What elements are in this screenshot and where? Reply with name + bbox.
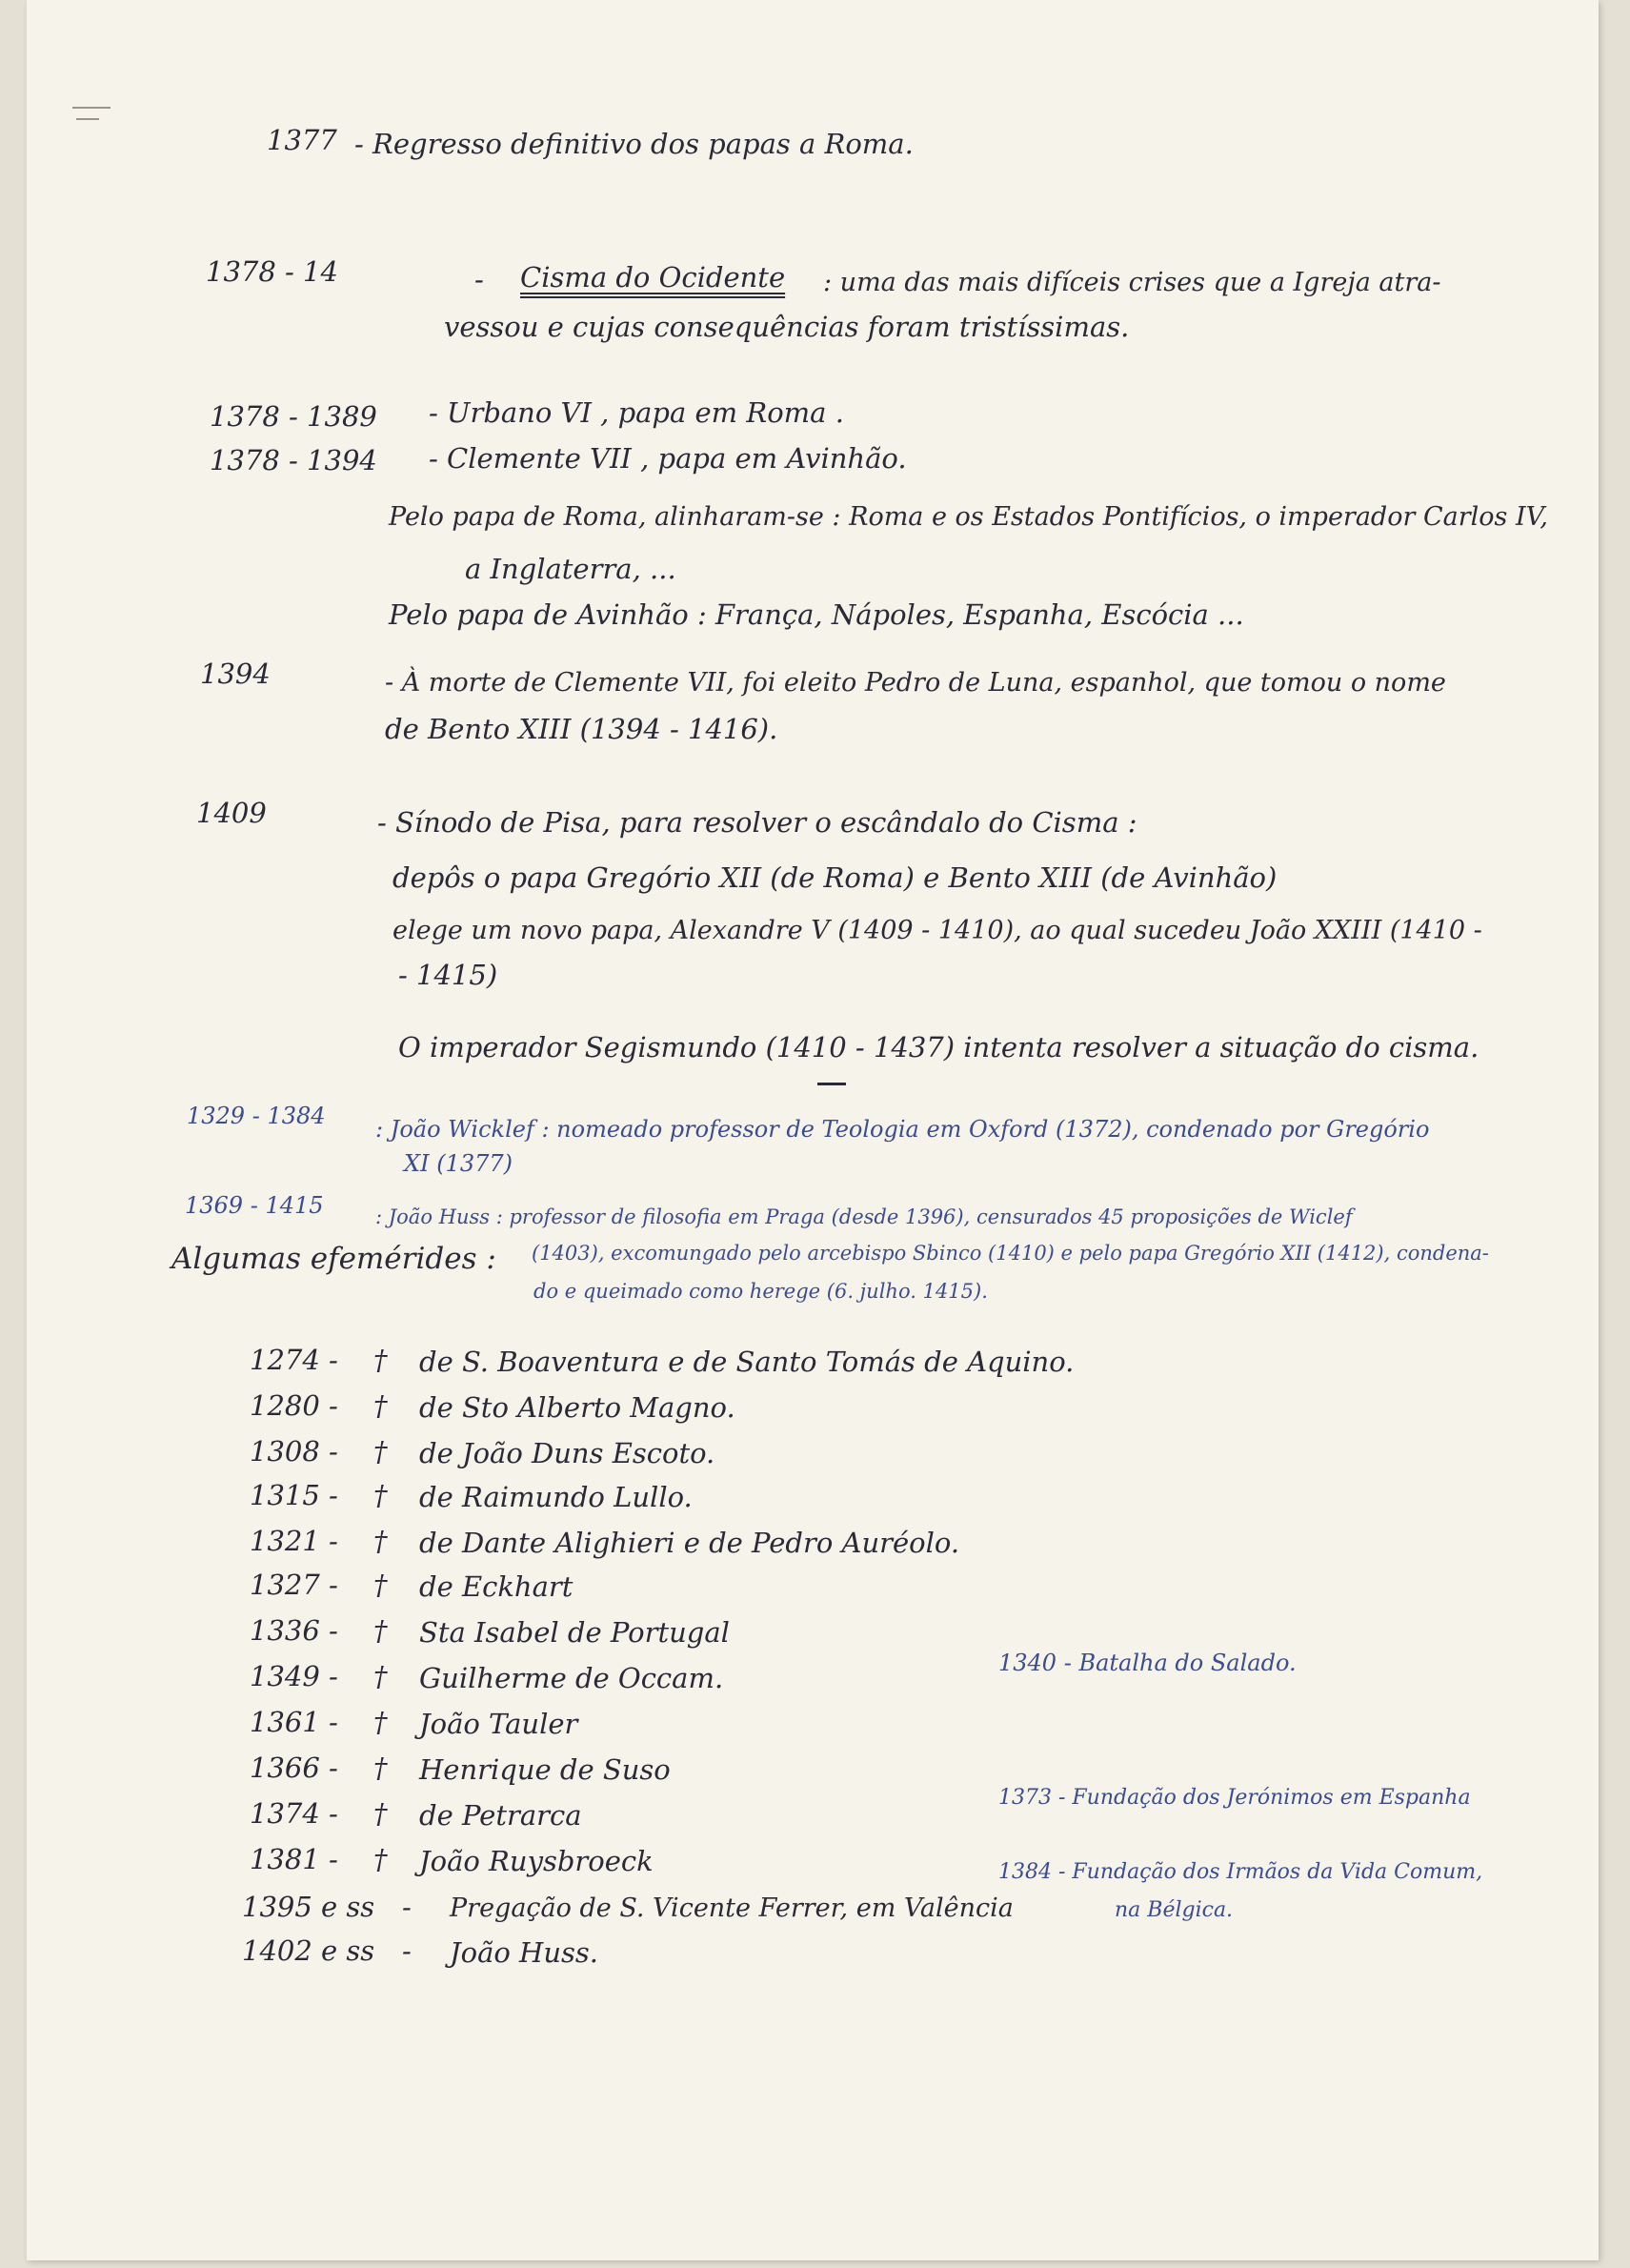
ephemeris-date: 1327 - [250,1569,338,1601]
ephemeris-date: 1366 - [250,1752,338,1784]
ephemeris-date: 1349 - [250,1660,338,1692]
hus-date: 1369 - 1415 [185,1192,324,1219]
hus-line2: (1403), excomungado pelo arcebispo Sbinco (1410) e pelo papa Gregório XII (1412), condena- [532,1242,1489,1265]
ephemeris-text: de João Duns Escoto. [419,1437,715,1469]
schism-line2: vessou e cujas consequências foram tristíssimas. [444,311,1130,343]
ephemeris-cross: - [402,1891,412,1923]
pisa-line2: depôs o papa Gregório XII (de Roma) e Bento XIII (de Avinhão) [392,861,1278,894]
ephemeris-cross: † [373,1706,388,1738]
ephemeris-text: Henrique de Suso [419,1753,671,1786]
urban-date: 1378 - 1389 [210,400,377,433]
ephemeris-text: João Ruysbroeck [419,1845,654,1877]
ephemeris-date: 1361 - [250,1706,338,1738]
clement-text: - Clemente VII , papa em Avinhão. [429,442,907,475]
rome-obedience-line1: Pelo papa de Roma, alinharam-se : Roma e os Estados Pontifícios, o imperador Carlos IV, [389,502,1548,532]
ephemeris-cross: - [402,1934,412,1967]
hus-line3: do e queimado como herege (6. julho. 1415). [533,1280,988,1303]
ephemeris-text: de Eckhart [419,1570,574,1603]
ephemeris-date: 1336 - [250,1614,338,1647]
ephemeris-date: 1315 - [250,1479,338,1511]
pisa-line4: - 1415) [398,959,498,991]
ephemeris-date: 1280 - [250,1389,338,1422]
ephemeris-date: 1374 - [250,1797,338,1830]
ephemeris-text: João Huss. [450,1936,599,1969]
pisa-date: 1409 [196,797,267,829]
schism-date: 1378 - 14 [206,255,338,288]
side-note: 1373 - Fundação dos Jerónimos em Espanha [998,1786,1471,1810]
rome-obedience-line2: a Inglaterra, ... [465,553,676,585]
side-note: 1384 - Fundação dos Irmãos da Vida Comum, [998,1860,1483,1884]
avignon-obedience-line: Pelo papa de Avinhão : França, Nápoles, Espanha, Escócia ... [389,598,1244,631]
benedict-date: 1394 [200,658,271,690]
ephemeris-cross: † [373,1389,388,1422]
ephemerides-heading: Algumas efemérides : [171,1242,496,1276]
wyclif-line1: : João Wicklef : nomeado professor de Teologia em Oxford (1372), condenado por Gregório [375,1116,1430,1143]
ephemeris-date: 1274 - [250,1344,338,1376]
schism-dash: - [474,263,484,295]
ephemeris-text: João Tauler [419,1708,578,1740]
pisa-line5: O imperador Segismundo (1410 - 1437) intenta resolver a situação do cisma. [398,1031,1479,1063]
paper-mark [72,107,111,109]
entry-1377-text: - Regresso definitivo dos papas a Roma. [354,128,914,160]
ephemeris-text: de Dante Alighieri e de Pedro Auréolo. [419,1527,960,1559]
pisa-line3: elege um novo papa, Alexandre V (1409 - 1410), ao qual sucedeu João XXIII (1410 - [392,916,1482,945]
ephemeris-text: Pregação de S. Vicente Ferrer, em Valência [450,1893,1014,1923]
ephemeris-date: 1308 - [250,1435,338,1468]
wyclif-date: 1329 - 1384 [187,1103,326,1129]
ephemeris-cross: † [373,1660,388,1692]
urban-text: - Urbano VI , papa em Roma . [429,396,844,429]
ephemeris-cross: † [373,1525,388,1557]
handwritten-page [27,0,1599,2260]
benedict-line2: de Bento XIII (1394 - 1416). [385,713,778,745]
ephemeris-text: de Raimundo Lullo. [419,1481,693,1513]
paper-mark [76,118,99,120]
hus-line1: : João Huss : professor de filosofia em Praga (desde 1396), censurados 45 proposições de Wiclef [375,1205,1353,1228]
ephemeris-cross: † [373,1752,388,1784]
ephemeris-cross: † [373,1479,388,1511]
ephemeris-text: de S. Boaventura e de Santo Tomás de Aquino. [419,1346,1075,1378]
ephemeris-date: 1402 e ss [242,1934,375,1967]
ephemeris-cross: † [373,1569,388,1601]
ephemeris-cross: † [373,1344,388,1376]
ephemeris-cross: † [373,1843,388,1875]
ephemeris-text: Sta Isabel de Portugal [419,1616,730,1649]
ephemeris-cross: † [373,1435,388,1468]
ephemeris-text: Guilherme de Occam. [419,1662,724,1694]
pisa-line1: - Sínodo de Pisa, para resolver o escândalo do Cisma : [377,806,1137,839]
schism-line1: : uma das mais difíceis crises que a Igreja atra- [823,268,1441,297]
ephemeris-text: de Petrarca [419,1799,582,1832]
ephemeris-date: 1395 e ss [242,1891,375,1923]
ephemeris-cross: † [373,1797,388,1830]
underline-mark [817,1083,846,1085]
wyclif-line2: XI (1377) [404,1150,513,1177]
ephemeris-cross: † [373,1614,388,1647]
side-note: 1340 - Batalha do Salado. [998,1650,1297,1676]
entry-1377-date: 1377 [267,124,337,156]
ephemeris-date: 1381 - [250,1843,338,1875]
ephemeris-text: de Sto Alberto Magno. [419,1391,735,1424]
clement-date: 1378 - 1394 [210,444,377,476]
ephemeris-date: 1321 - [250,1525,338,1557]
side-note: na Bélgica. [1115,1898,1234,1922]
schism-title: Cisma do Ocidente [520,261,786,294]
benedict-line1: - À morte de Clemente VII, foi eleito Pedro de Luna, espanhol, que tomou o nome [385,668,1446,698]
